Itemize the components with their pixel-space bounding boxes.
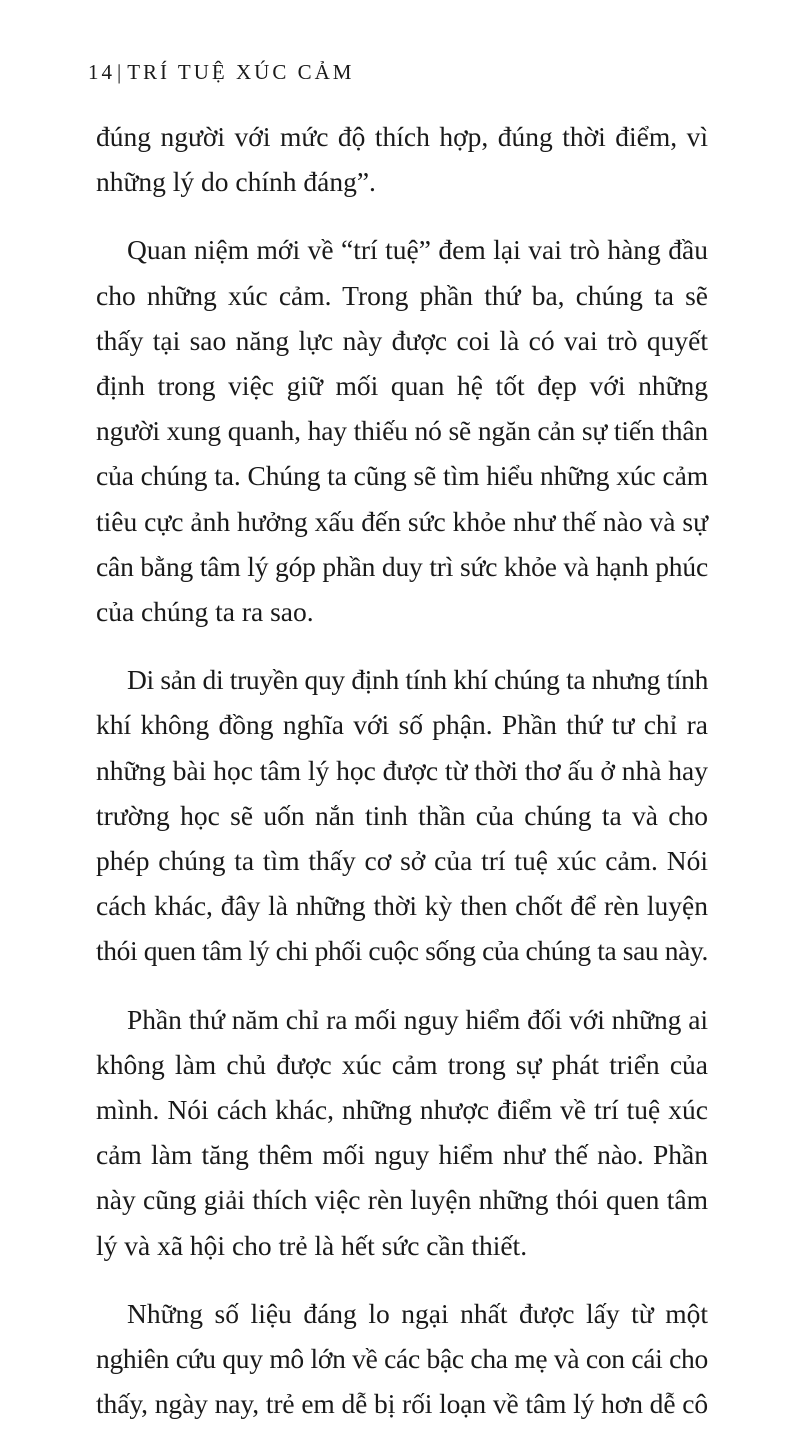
book-title: TRÍ TUỆ XÚC CẢM <box>127 60 355 84</box>
text-line: người xung quanh, hay thiếu nó sẽ ngăn cản sự tiến thân <box>96 415 708 447</box>
text-line: mình. Nói cách khác, những nhược điểm về trí tuệ xúc <box>96 1094 708 1126</box>
text-line: trường học sẽ uốn nắn tinh thần của chúng ta và cho <box>96 799 708 831</box>
header-separator: | <box>117 60 122 84</box>
text-line: tiêu cực ảnh hưởng xấu đến sức khỏe như thế nào và sự <box>96 505 708 537</box>
text-line: những lý do chính đáng”. <box>96 166 376 198</box>
page-number: 14 <box>88 60 115 84</box>
paragraph-3 <box>96 657 708 973</box>
text-line: Những số liệu đáng lo ngại nhất được lấy từ một <box>127 1297 708 1329</box>
paragraph-1 <box>96 114 708 204</box>
text-line: Phần thứ năm chỉ ra mối nguy hiểm đối với những ai <box>127 1003 708 1035</box>
page-body <box>96 114 708 1449</box>
text-line: những bài học tâm lý học được từ thời thơ ấu ở nhà hay <box>96 754 708 786</box>
text-line: của chúng ta ra sao. <box>96 596 314 628</box>
text-line: Quan niệm mới về “trí tuệ” đem lại vai trò hàng đầu <box>127 234 708 266</box>
text-line: này cũng giải thích việc rèn luyện những thói quen tâm <box>96 1184 708 1216</box>
text-line: định trong việc giữ mối quan hệ tốt đẹp với những <box>96 370 708 402</box>
text-line: thấy tại sao năng lực này được coi là có vai trò quyết <box>96 324 708 356</box>
text-line: đúng người với mức độ thích hợp, đúng thời điểm, vì <box>96 121 708 152</box>
text-line: phép chúng ta tìm thấy cơ sở của trí tuệ xúc cảm. Nói <box>96 845 708 877</box>
text-line: lý và xã hội cho trẻ là hết sức cần thiết. <box>96 1229 528 1261</box>
text-line: nghiên cứu quy mô lớn về các bậc cha mẹ và con cái cho <box>96 1343 708 1375</box>
paragraph-4 <box>96 997 708 1268</box>
text-line: thấy, ngày nay, trẻ em dễ bị rối loạn về tâm lý hơn dễ cô <box>96 1388 708 1420</box>
text-line: cho những xúc cảm. Trong phần thứ ba, chúng ta sẽ <box>96 279 708 311</box>
running-header <box>88 60 354 85</box>
text-line: Di sản di truyền quy định tính khí chúng ta nhưng tính <box>127 664 708 696</box>
text-line: khí không đồng nghĩa với số phận. Phần thứ tư chỉ ra <box>96 709 708 741</box>
text-line: không làm chủ được xúc cảm trong sự phát triển của <box>96 1048 708 1080</box>
text-line: thói quen tâm lý chi phối cuộc sống của chúng ta sau này. <box>96 935 708 967</box>
paragraph-2 <box>96 227 708 634</box>
paragraph-5 <box>96 1291 708 1427</box>
text-line: cách khác, đây là những thời kỳ then chốt để rèn luyện <box>96 890 708 922</box>
text-line: của chúng ta. Chúng ta cũng sẽ tìm hiểu những xúc cảm <box>96 460 708 492</box>
text-line: cảm làm tăng thêm mối nguy hiểm như thế nào. Phần <box>96 1139 708 1171</box>
text-line: cân bằng tâm lý góp phần duy trì sức khỏe và hạnh phúc <box>96 550 708 582</box>
